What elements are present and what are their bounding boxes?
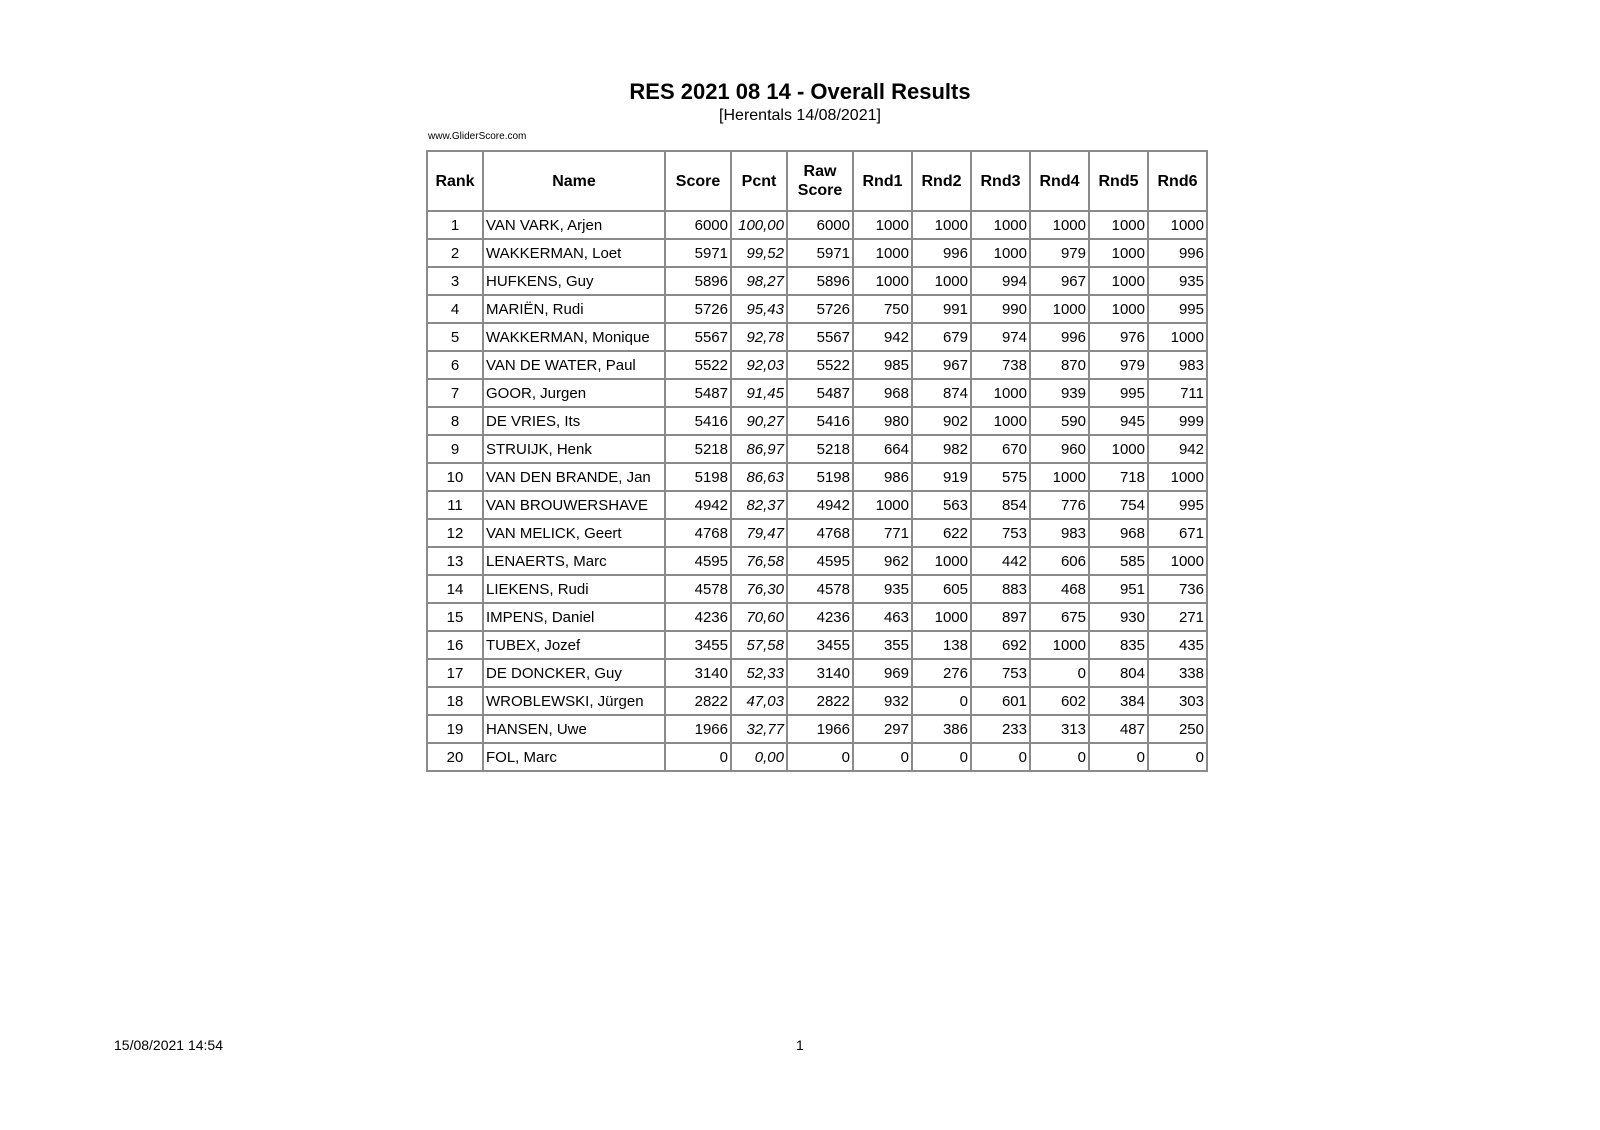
table-row	[427, 239, 1207, 267]
cell-rnd1: 1000	[853, 239, 912, 267]
cell-rnd2: 622	[912, 519, 971, 547]
table-row	[427, 491, 1207, 519]
header-rank: Rank	[427, 151, 483, 211]
cell-rnd5: 1000	[1089, 211, 1148, 239]
cell-pcnt: 57,58	[731, 631, 787, 659]
cell-rnd1: 1000	[853, 211, 912, 239]
cell-rnd3: 753	[971, 659, 1030, 687]
table-row	[427, 631, 1207, 659]
cell-name: TUBEX, Jozef	[483, 631, 665, 659]
cell-rnd3: 990	[971, 295, 1030, 323]
cell-rank: 18	[427, 687, 483, 715]
cell-name: MARIËN, Rudi	[483, 295, 665, 323]
cell-rnd4: 1000	[1030, 211, 1089, 239]
cell-rnd4: 776	[1030, 491, 1089, 519]
cell-rank: 16	[427, 631, 483, 659]
cell-rnd5: 835	[1089, 631, 1148, 659]
cell-rnd2: 919	[912, 463, 971, 491]
table-row	[427, 379, 1207, 407]
cell-rnd6: 271	[1148, 603, 1207, 631]
cell-rnd5: 804	[1089, 659, 1148, 687]
cell-rnd5: 1000	[1089, 435, 1148, 463]
cell-rnd3: 897	[971, 603, 1030, 631]
cell-rnd2: 1000	[912, 267, 971, 295]
cell-rnd6: 711	[1148, 379, 1207, 407]
header-rnd2: Rnd2	[912, 151, 971, 211]
footer-page-number: 1	[796, 1037, 804, 1053]
cell-rnd5: 930	[1089, 603, 1148, 631]
cell-rnd3: 670	[971, 435, 1030, 463]
header-rnd5: Rnd5	[1089, 151, 1148, 211]
cell-rnd3: 0	[971, 743, 1030, 771]
cell-name: VAN MELICK, Geert	[483, 519, 665, 547]
cell-rnd4: 979	[1030, 239, 1089, 267]
cell-name: WROBLEWSKI, Jürgen	[483, 687, 665, 715]
header-rnd1: Rnd1	[853, 151, 912, 211]
cell-score: 5567	[665, 323, 731, 351]
cell-score: 5726	[665, 295, 731, 323]
page-subtitle: [Herentals 14/08/2021]	[719, 107, 881, 124]
cell-rank: 17	[427, 659, 483, 687]
cell-rnd5: 585	[1089, 547, 1148, 575]
cell-rnd1: 664	[853, 435, 912, 463]
cell-rnd6: 736	[1148, 575, 1207, 603]
cell-rnd4: 1000	[1030, 463, 1089, 491]
cell-name: FOL, Marc	[483, 743, 665, 771]
cell-raw-score: 0	[787, 743, 853, 771]
cell-score: 4595	[665, 547, 731, 575]
header-pcnt: Pcnt	[731, 151, 787, 211]
cell-name: LENAERTS, Marc	[483, 547, 665, 575]
cell-rnd1: 1000	[853, 267, 912, 295]
table-row	[427, 659, 1207, 687]
table-header-row	[427, 151, 1207, 211]
cell-rnd6: 942	[1148, 435, 1207, 463]
cell-rnd6: 1000	[1148, 463, 1207, 491]
cell-pcnt: 70,60	[731, 603, 787, 631]
cell-rnd5: 1000	[1089, 267, 1148, 295]
cell-rnd4: 1000	[1030, 631, 1089, 659]
cell-rnd1: 968	[853, 379, 912, 407]
cell-rnd5: 951	[1089, 575, 1148, 603]
cell-name: WAKKERMAN, Loet	[483, 239, 665, 267]
cell-rnd3: 753	[971, 519, 1030, 547]
cell-rnd4: 602	[1030, 687, 1089, 715]
table-row	[427, 211, 1207, 239]
cell-rnd5: 995	[1089, 379, 1148, 407]
table-row	[427, 323, 1207, 351]
cell-name: GOOR, Jurgen	[483, 379, 665, 407]
cell-rnd4: 675	[1030, 603, 1089, 631]
cell-rnd6: 250	[1148, 715, 1207, 743]
cell-rnd6: 983	[1148, 351, 1207, 379]
cell-rnd3: 974	[971, 323, 1030, 351]
cell-rnd2: 874	[912, 379, 971, 407]
cell-rnd2: 982	[912, 435, 971, 463]
table-row	[427, 603, 1207, 631]
cell-score: 3140	[665, 659, 731, 687]
page-title: RES 2021 08 14 - Overall Results	[629, 79, 971, 104]
cell-rnd3: 575	[971, 463, 1030, 491]
cell-name: DE VRIES, Its	[483, 407, 665, 435]
cell-name: STRUIJK, Henk	[483, 435, 665, 463]
cell-raw-score: 5198	[787, 463, 853, 491]
cell-rnd2: 605	[912, 575, 971, 603]
cell-raw-score: 5522	[787, 351, 853, 379]
cell-pcnt: 47,03	[731, 687, 787, 715]
table-row	[427, 435, 1207, 463]
cell-rnd1: 1000	[853, 491, 912, 519]
cell-rnd2: 0	[912, 687, 971, 715]
cell-rnd6: 671	[1148, 519, 1207, 547]
cell-raw-score: 5487	[787, 379, 853, 407]
cell-name: IMPENS, Daniel	[483, 603, 665, 631]
cell-pcnt: 79,47	[731, 519, 787, 547]
cell-rnd4: 960	[1030, 435, 1089, 463]
cell-pcnt: 98,27	[731, 267, 787, 295]
cell-rnd3: 692	[971, 631, 1030, 659]
cell-rnd4: 870	[1030, 351, 1089, 379]
cell-rnd5: 0	[1089, 743, 1148, 771]
cell-rnd1: 980	[853, 407, 912, 435]
cell-rnd6: 996	[1148, 239, 1207, 267]
cell-pcnt: 91,45	[731, 379, 787, 407]
cell-rnd5: 487	[1089, 715, 1148, 743]
table-row	[427, 547, 1207, 575]
cell-rnd2: 996	[912, 239, 971, 267]
cell-pcnt: 52,33	[731, 659, 787, 687]
cell-rank: 6	[427, 351, 483, 379]
header-rnd4: Rnd4	[1030, 151, 1089, 211]
cell-rank: 5	[427, 323, 483, 351]
cell-rnd6: 935	[1148, 267, 1207, 295]
cell-name: VAN DE WATER, Paul	[483, 351, 665, 379]
cell-score: 4236	[665, 603, 731, 631]
cell-rnd2: 1000	[912, 547, 971, 575]
cell-rnd3: 883	[971, 575, 1030, 603]
cell-rnd6: 995	[1148, 295, 1207, 323]
cell-name: LIEKENS, Rudi	[483, 575, 665, 603]
cell-rnd3: 1000	[971, 239, 1030, 267]
cell-rnd5: 1000	[1089, 239, 1148, 267]
cell-rnd5: 976	[1089, 323, 1148, 351]
cell-rnd3: 233	[971, 715, 1030, 743]
cell-name: VAN DEN BRANDE, Jan	[483, 463, 665, 491]
cell-raw-score: 4578	[787, 575, 853, 603]
cell-score: 4768	[665, 519, 731, 547]
cell-rnd3: 1000	[971, 379, 1030, 407]
cell-rank: 3	[427, 267, 483, 295]
cell-rnd5: 979	[1089, 351, 1148, 379]
cell-rank: 2	[427, 239, 483, 267]
header-raw-score: Raw Score	[787, 151, 853, 211]
footer-timestamp: 15/08/2021 14:54	[114, 1037, 223, 1053]
cell-score: 5487	[665, 379, 731, 407]
cell-rnd1: 297	[853, 715, 912, 743]
cell-raw-score: 5726	[787, 295, 853, 323]
cell-rank: 10	[427, 463, 483, 491]
cell-rnd2: 0	[912, 743, 971, 771]
cell-rnd1: 969	[853, 659, 912, 687]
table-row	[427, 743, 1207, 771]
cell-score: 5971	[665, 239, 731, 267]
cell-score: 1966	[665, 715, 731, 743]
cell-rnd4: 996	[1030, 323, 1089, 351]
cell-rnd5: 384	[1089, 687, 1148, 715]
cell-rnd5: 718	[1089, 463, 1148, 491]
cell-rank: 11	[427, 491, 483, 519]
cell-rnd5: 968	[1089, 519, 1148, 547]
cell-pcnt: 90,27	[731, 407, 787, 435]
cell-raw-score: 5971	[787, 239, 853, 267]
cell-name: HANSEN, Uwe	[483, 715, 665, 743]
cell-rnd5: 1000	[1089, 295, 1148, 323]
cell-rank: 19	[427, 715, 483, 743]
cell-raw-score: 5218	[787, 435, 853, 463]
cell-score: 0	[665, 743, 731, 771]
cell-name: WAKKERMAN, Monique	[483, 323, 665, 351]
cell-score: 5198	[665, 463, 731, 491]
cell-rnd4: 590	[1030, 407, 1089, 435]
cell-rank: 15	[427, 603, 483, 631]
cell-rnd2: 967	[912, 351, 971, 379]
cell-rnd4: 939	[1030, 379, 1089, 407]
cell-pcnt: 76,30	[731, 575, 787, 603]
cell-rnd4: 0	[1030, 659, 1089, 687]
cell-raw-score: 4236	[787, 603, 853, 631]
website-label: www.GliderScore.com	[428, 131, 527, 142]
cell-pcnt: 32,77	[731, 715, 787, 743]
cell-rnd6: 303	[1148, 687, 1207, 715]
cell-rank: 8	[427, 407, 483, 435]
cell-rnd3: 854	[971, 491, 1030, 519]
cell-rnd2: 276	[912, 659, 971, 687]
cell-score: 6000	[665, 211, 731, 239]
cell-rnd6: 995	[1148, 491, 1207, 519]
cell-rnd1: 355	[853, 631, 912, 659]
cell-raw-score: 1966	[787, 715, 853, 743]
cell-rank: 9	[427, 435, 483, 463]
cell-raw-score: 5896	[787, 267, 853, 295]
cell-name: DE DONCKER, Guy	[483, 659, 665, 687]
cell-rnd4: 468	[1030, 575, 1089, 603]
cell-raw-score: 5567	[787, 323, 853, 351]
cell-rank: 12	[427, 519, 483, 547]
table-row	[427, 351, 1207, 379]
cell-pcnt: 82,37	[731, 491, 787, 519]
table-row	[427, 267, 1207, 295]
table-row	[427, 463, 1207, 491]
cell-raw-score: 3140	[787, 659, 853, 687]
cell-rnd1: 986	[853, 463, 912, 491]
cell-score: 5416	[665, 407, 731, 435]
cell-rnd1: 0	[853, 743, 912, 771]
cell-rnd2: 386	[912, 715, 971, 743]
cell-rnd4: 606	[1030, 547, 1089, 575]
cell-rnd1: 771	[853, 519, 912, 547]
cell-rnd5: 945	[1089, 407, 1148, 435]
cell-raw-score: 4768	[787, 519, 853, 547]
cell-rnd2: 679	[912, 323, 971, 351]
cell-rnd3: 601	[971, 687, 1030, 715]
cell-pcnt: 99,52	[731, 239, 787, 267]
cell-rnd2: 1000	[912, 603, 971, 631]
cell-rank: 13	[427, 547, 483, 575]
table-row	[427, 687, 1207, 715]
cell-rnd1: 750	[853, 295, 912, 323]
cell-rnd6: 1000	[1148, 547, 1207, 575]
cell-raw-score: 4942	[787, 491, 853, 519]
header-score: Score	[665, 151, 731, 211]
cell-rnd3: 1000	[971, 407, 1030, 435]
cell-rnd4: 0	[1030, 743, 1089, 771]
cell-rank: 20	[427, 743, 483, 771]
cell-rnd2: 138	[912, 631, 971, 659]
cell-pcnt: 86,63	[731, 463, 787, 491]
cell-rnd2: 991	[912, 295, 971, 323]
cell-rnd1: 463	[853, 603, 912, 631]
results-body	[427, 211, 1207, 771]
table-row	[427, 519, 1207, 547]
cell-name: VAN VARK, Arjen	[483, 211, 665, 239]
table-row	[427, 295, 1207, 323]
cell-raw-score: 5416	[787, 407, 853, 435]
cell-raw-score: 6000	[787, 211, 853, 239]
cell-pcnt: 92,03	[731, 351, 787, 379]
cell-rnd1: 935	[853, 575, 912, 603]
cell-rank: 14	[427, 575, 483, 603]
cell-score: 4578	[665, 575, 731, 603]
cell-rnd6: 435	[1148, 631, 1207, 659]
cell-rnd1: 985	[853, 351, 912, 379]
cell-rnd6: 1000	[1148, 211, 1207, 239]
table-row	[427, 715, 1207, 743]
cell-score: 5896	[665, 267, 731, 295]
cell-rnd4: 1000	[1030, 295, 1089, 323]
cell-rnd6: 1000	[1148, 323, 1207, 351]
cell-rnd6: 0	[1148, 743, 1207, 771]
cell-rnd3: 1000	[971, 211, 1030, 239]
header-rnd6: Rnd6	[1148, 151, 1207, 211]
cell-score: 3455	[665, 631, 731, 659]
cell-rank: 1	[427, 211, 483, 239]
table-row	[427, 575, 1207, 603]
cell-score: 5522	[665, 351, 731, 379]
cell-rnd6: 338	[1148, 659, 1207, 687]
header-name: Name	[483, 151, 665, 211]
cell-score: 4942	[665, 491, 731, 519]
cell-rnd3: 738	[971, 351, 1030, 379]
table-row	[427, 407, 1207, 435]
cell-rank: 7	[427, 379, 483, 407]
cell-raw-score: 3455	[787, 631, 853, 659]
cell-rnd5: 754	[1089, 491, 1148, 519]
cell-pcnt: 86,97	[731, 435, 787, 463]
cell-rnd3: 442	[971, 547, 1030, 575]
cell-name: VAN BROUWERSHAVE	[483, 491, 665, 519]
cell-rnd1: 962	[853, 547, 912, 575]
cell-score: 5218	[665, 435, 731, 463]
cell-pcnt: 95,43	[731, 295, 787, 323]
cell-rnd4: 313	[1030, 715, 1089, 743]
cell-rnd4: 967	[1030, 267, 1089, 295]
cell-rnd3: 994	[971, 267, 1030, 295]
cell-raw-score: 2822	[787, 687, 853, 715]
results-table	[426, 150, 1208, 772]
cell-rnd2: 563	[912, 491, 971, 519]
cell-pcnt: 100,00	[731, 211, 787, 239]
header-rnd3: Rnd3	[971, 151, 1030, 211]
cell-rnd6: 999	[1148, 407, 1207, 435]
cell-rnd1: 942	[853, 323, 912, 351]
cell-rnd1: 932	[853, 687, 912, 715]
cell-pcnt: 92,78	[731, 323, 787, 351]
cell-pcnt: 0,00	[731, 743, 787, 771]
cell-rank: 4	[427, 295, 483, 323]
cell-pcnt: 76,58	[731, 547, 787, 575]
cell-score: 2822	[665, 687, 731, 715]
cell-rnd4: 983	[1030, 519, 1089, 547]
cell-rnd2: 1000	[912, 211, 971, 239]
cell-raw-score: 4595	[787, 547, 853, 575]
cell-rnd2: 902	[912, 407, 971, 435]
cell-name: HUFKENS, Guy	[483, 267, 665, 295]
